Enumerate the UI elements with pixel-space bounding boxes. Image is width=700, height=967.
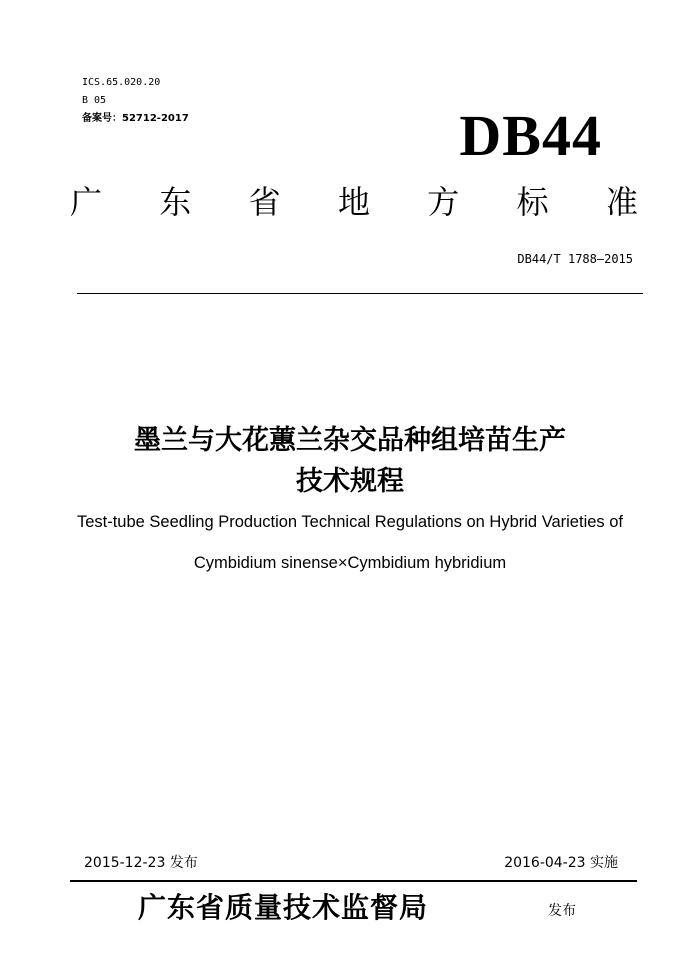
bottom-divider xyxy=(70,880,637,882)
standard-type-char: 地 xyxy=(337,183,370,221)
standard-type-char: 广 xyxy=(69,183,102,221)
ccs-code: B 05 xyxy=(82,95,107,106)
publish-label: 发布 xyxy=(548,903,576,919)
standard-number: DB44/T 1788—2015 xyxy=(517,252,633,266)
standard-type-char: 标 xyxy=(516,183,549,221)
title-zh-line-2: 技术规程 xyxy=(296,466,404,497)
standard-type-char: 方 xyxy=(427,183,460,221)
implement-date: 2016-04-23 实施 xyxy=(504,855,618,871)
standard-type-char: 准 xyxy=(605,183,638,221)
standard-logo: DB44 xyxy=(459,103,602,168)
issuing-authority: 广东省质量技术监督局 xyxy=(138,891,429,924)
standard-type-heading xyxy=(66,182,642,222)
ics-code: ICS.65.020.20 xyxy=(82,77,161,88)
title-en-line-1: Test-tube Seedling Production Technical Regulations on Hybrid Varieties of xyxy=(76,513,624,531)
filing-number: 备案号：52712-2017 xyxy=(82,113,189,124)
top-divider xyxy=(77,293,643,294)
title-zh-line-1: 墨兰与大花蕙兰杂交品种组培苗生产 xyxy=(134,425,566,456)
standard-type-char: 省 xyxy=(248,183,281,221)
standard-type-char: 东 xyxy=(159,183,192,221)
publish-date: 2015-12-23 发布 xyxy=(84,855,198,871)
title-en-line-2: Cymbidium sinense×Cymbidium hybridium xyxy=(193,554,507,572)
